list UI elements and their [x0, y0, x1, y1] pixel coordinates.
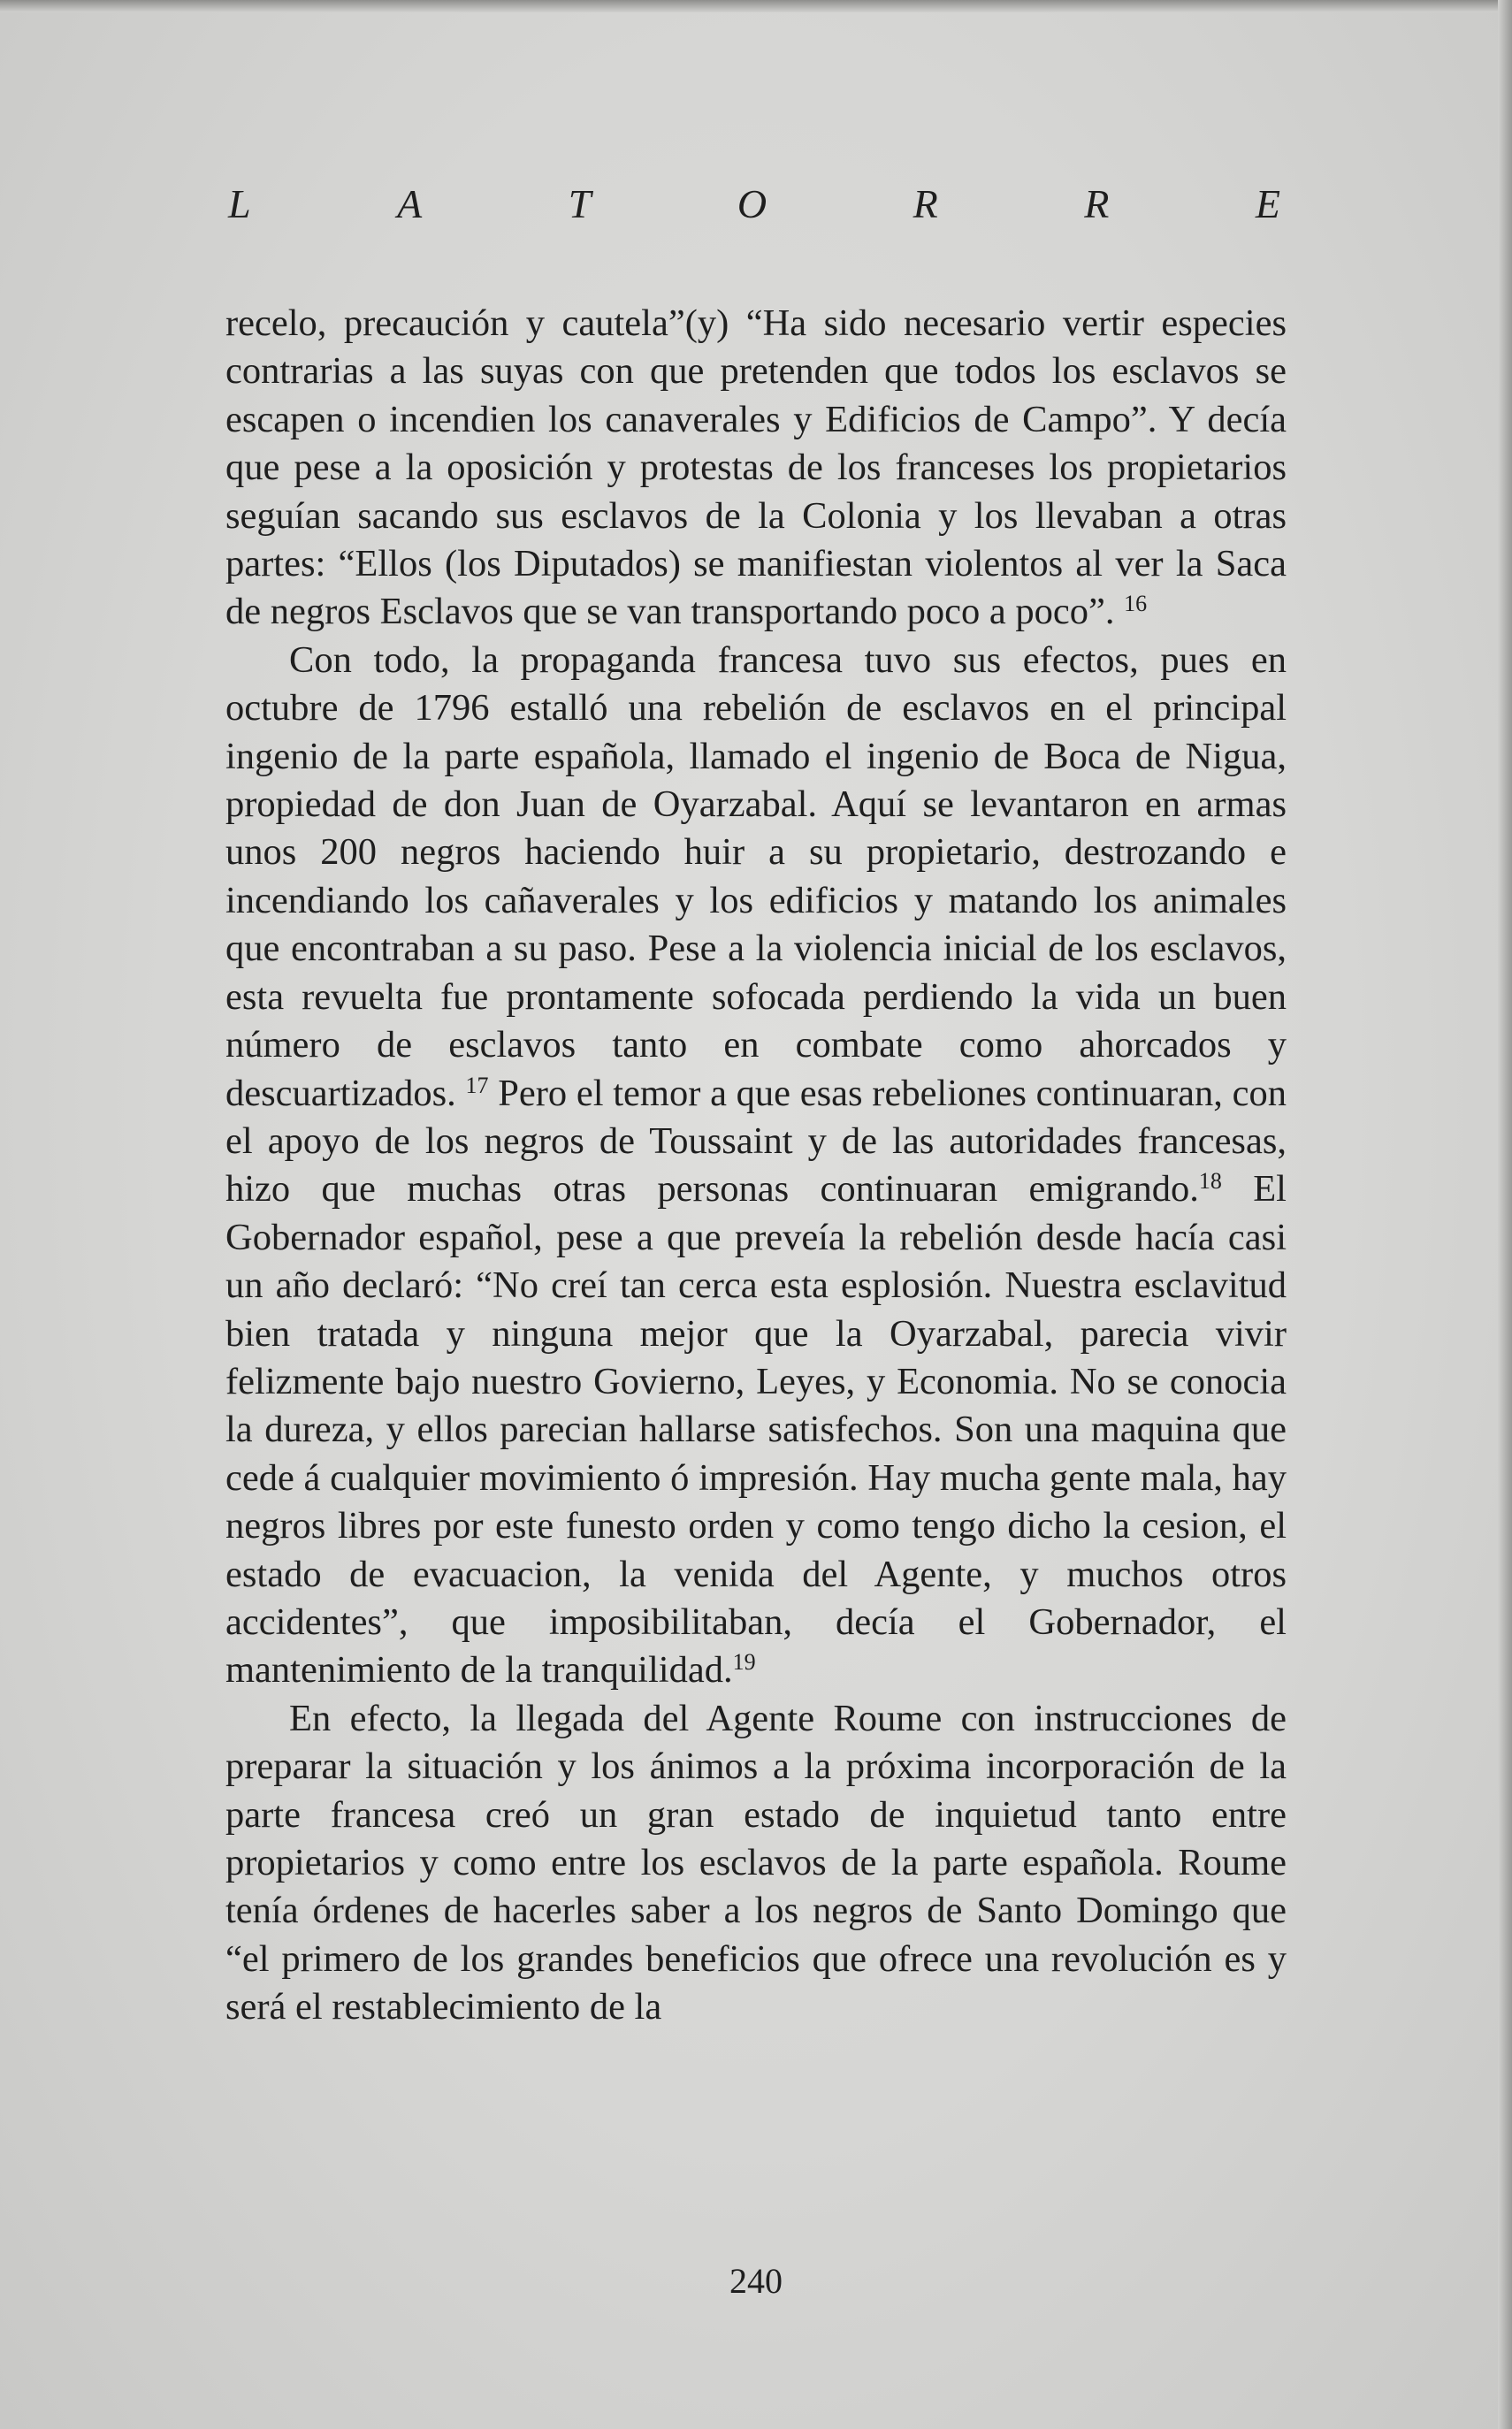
running-head-letter: R — [1084, 181, 1111, 226]
running-head-letter: R — [913, 181, 940, 226]
running-head-letter: T — [568, 181, 593, 226]
paragraph-text: Pero el temor a que esas rebeliones continuaran, con el apoyo de los negros de Toussaint y de las autoridades francesas, hizo que muchas otras personas continuaran emigrando. — [225, 1072, 1287, 1211]
paragraph-text: recelo, precaución y cautela”(y) “Ha sido necesario vertir especies contrarias a las suyas con que pretenden que todos los esclavos se escapen o incendien los canaverales y Edificios de Campo”. Y decía que pese a la oposición y protestas de los franceses los propietarios seguían sacando sus esclavos de la Colonia y los llevaban a otras partes: “Ellos (los Diputados) se manifiestan violentos al ver la Saca de negros Esclavos que se van transportando poco a poco”. — [225, 302, 1287, 633]
paragraph-text: Con todo, la propaganda francesa tuvo sus efectos, pues en octubre de 1796 estalló una rebelión de esclavos en el principal ingenio de la parte española, llamado el ingenio de Boca de Nigua, propiedad de don Juan de Oyarzabal. Aquí se levantaron en armas unos 200 negros haciendo huir a su propietario, destrozando e incendiando los cañaverales y los edificios y matando los animales que encontraban a su paso. Pese a la violencia inicial de los esclavos, esta revuelta fue prontamente sofocada perdiendo la vida un buen número de esclavos tanto en combate como ahorcados y descuartizados. — [225, 638, 1287, 1114]
running-head-letter: L — [228, 181, 253, 226]
scan-edge-right — [1498, 0, 1512, 2429]
scan-edge-top — [0, 0, 1512, 12]
paragraph-text: El Gobernador español, pese a que preveía la rebelión desde hacía casi un año declaró: “No creí tan cerca esta esplosión. Nuestra esclavitud bien tratada y ninguna mejor que la Oyarzabal, parecia vivir felizmente bajo nuestro Govierno, Leyes, y Economia. No se conocia la dureza, y ellos parecian hallarse satisfechos. Son una maquina que cede á cualquier movimiento ó impresión. Hay mucha gente mala, hay negros libres por este funesto orden y como tengo dicho la cesion, el estado de evacuacion, la venida del Agente, y muchos otros accidentes”, que imposibilitaban, decía el Gobernador, el mantenimiento de la tranquilidad. — [225, 1168, 1287, 1692]
running-head-letter: A — [397, 181, 424, 226]
running-head-letter: E — [1255, 181, 1282, 226]
running-head — [228, 180, 1282, 227]
footnote-ref-17: 17 — [465, 1072, 489, 1098]
body-text — [225, 300, 1287, 2032]
paragraph-text: En efecto, la llegada del Agente Roume con instrucciones de preparar la situación y los ánimos a la próxima incorporación de la parte francesa creó un gran estado de inquietud tanto entre propietarios y como entre los esclavos de la parte española. Roume tenía órdenes de hacerles saber a los negros de Santo Domingo que “el primero de los grandes beneficios que ofrece una revolución es y será el restablecimiento de la — [225, 1697, 1287, 2028]
paragraph-2 — [225, 637, 1287, 1695]
paragraph-1 — [225, 300, 1287, 637]
page-number: 240 — [729, 2261, 783, 2301]
paragraph-3 — [225, 1695, 1287, 2032]
footnote-ref-19: 19 — [732, 1649, 756, 1676]
running-head-letter: O — [737, 181, 769, 226]
footnote-ref-16: 16 — [1124, 591, 1148, 617]
footnote-ref-18: 18 — [1198, 1168, 1222, 1195]
